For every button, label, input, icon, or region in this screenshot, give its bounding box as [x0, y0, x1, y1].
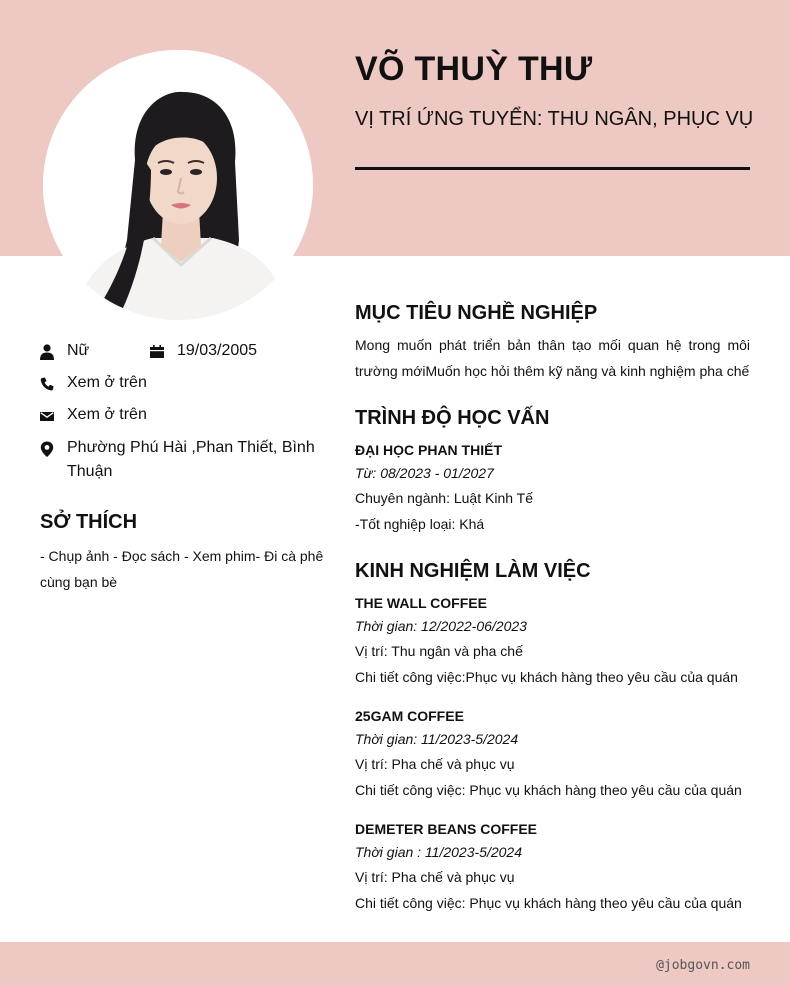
hobbies-title: SỞ THÍCH — [40, 511, 138, 533]
candidate-name: VÕ THUỲ THƯ — [355, 50, 593, 88]
address-value: Phường Phú Hài ,Phan Thiết, Bình Thuận — [67, 439, 315, 480]
job-period: Thời gian : 11/2023-5/2024 — [355, 844, 522, 860]
address-row — [40, 438, 320, 484]
job-company: THE WALL COFFEE — [355, 595, 487, 611]
location-pin-icon — [40, 441, 54, 457]
email-value: Xem ở trên — [67, 406, 147, 423]
hobbies-text: - Chụp ảnh - Đọc sách - Xem phim- Đi cà phê cùng bạn bè — [40, 548, 324, 590]
phone-icon — [40, 376, 54, 392]
experience-title: KINH NGHIỆM LÀM VIỆC — [355, 560, 591, 582]
education-grade: -Tốt nghiệp loại: Khá — [355, 516, 485, 532]
person-icon — [40, 344, 54, 360]
mail-icon — [40, 408, 54, 424]
job-period: Thời gian: 12/2022-06/2023 — [355, 618, 527, 634]
education-major: Chuyên ngành: Luật Kinh Tế — [355, 490, 533, 506]
email-row — [40, 406, 147, 424]
job-details: Chi tiết công việc:Phục vụ khách hàng theo yêu cầu của quán — [355, 669, 738, 685]
gender-value: Nữ — [67, 342, 90, 359]
job-role: Vị trí: Pha chế và phục vụ — [355, 756, 515, 772]
calendar-icon — [150, 344, 164, 360]
education-title: TRÌNH ĐỘ HỌC VẤN — [355, 407, 550, 429]
birthdate-value: 19/03/2005 — [177, 342, 258, 359]
education-school: ĐẠI HỌC PHAN THIẾT — [355, 442, 502, 458]
objective-text: Mong muốn phát triển bản thân tạo mối quan hệ trong môi trường mớiMuốn học hỏi thêm kỹ năng và kinh nghiệm pha chế — [355, 337, 750, 379]
applied-position: VỊ TRÍ ỨNG TUYỂN: THU NGÂN, PHỤC VỤ — [355, 108, 754, 130]
job-company: DEMETER BEANS COFFEE — [355, 821, 538, 837]
phone-row — [40, 374, 147, 392]
job-role: Vị trí: Pha chế và phục vụ — [355, 869, 515, 885]
phone-value: Xem ở trên — [67, 374, 147, 391]
job-details: Chi tiết công việc: Phục vụ khách hàng theo yêu cầu của quán — [355, 895, 742, 911]
education-period: Từ: 08/2023 - 01/2027 — [355, 465, 494, 481]
birthdate-row — [150, 342, 257, 360]
job-details: Chi tiết công việc: Phục vụ khách hàng theo yêu cầu của quán — [355, 782, 742, 798]
footer-watermark: @jobgovn.com — [656, 958, 750, 973]
objective-title: MỤC TIÊU NGHỀ NGHIỆP — [355, 302, 598, 324]
job-period: Thời gian: 11/2023-5/2024 — [355, 731, 519, 747]
job-company: 25GAM COFFEE — [355, 708, 464, 724]
header-divider — [355, 167, 750, 170]
gender-row — [40, 342, 89, 360]
job-role: Vị trí: Thu ngân và pha chế — [355, 643, 523, 659]
profile-photo — [43, 50, 313, 320]
